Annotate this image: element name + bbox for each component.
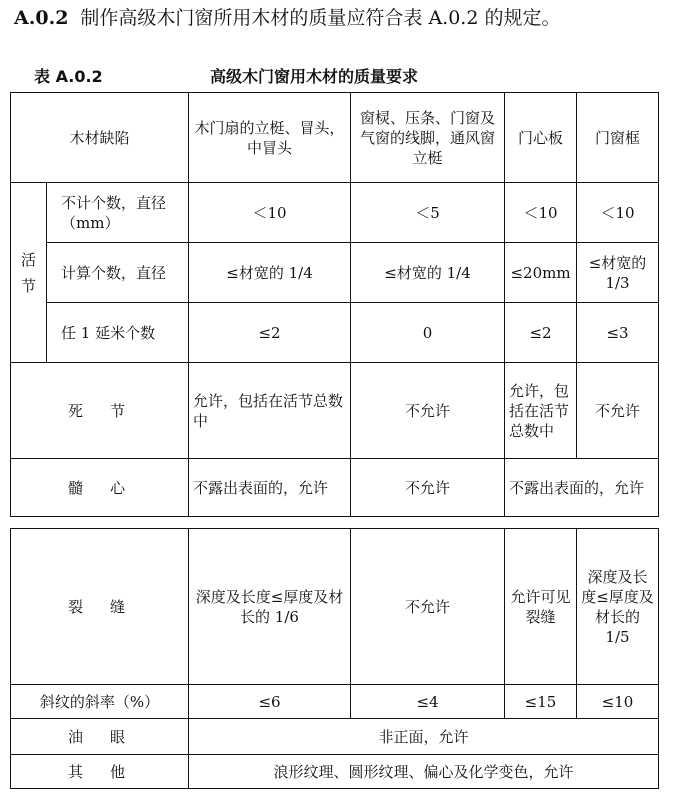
cell: ≤材宽的 1/4: [351, 243, 505, 303]
table-row: [11, 363, 659, 459]
row-label: 油 眼: [11, 719, 189, 755]
table-row: [11, 459, 659, 517]
cell: ≤材宽的 1/3: [577, 243, 659, 303]
cell: ＜10: [505, 183, 577, 243]
table-label: 表 A.0.2: [34, 67, 103, 86]
row-label: 不计个数，直径（mm）: [47, 183, 189, 243]
header-door-panel: 门心板: [505, 93, 577, 183]
cell: 不露出表面的，允许: [189, 459, 351, 517]
cell: 不允许: [351, 459, 505, 517]
row-label: 其 他: [11, 755, 189, 789]
table-row: [11, 183, 659, 243]
table-title: 高级木门窗用木材的质量要求: [210, 67, 419, 86]
cell: 不露出表面的，允许: [505, 459, 659, 517]
quality-table-upper: [10, 92, 659, 517]
table-row: [11, 303, 659, 363]
table-row: [11, 529, 659, 685]
cell: ＜10: [577, 183, 659, 243]
cell: 不允许: [351, 363, 505, 459]
table-row: [11, 719, 659, 755]
live-knot-group: [11, 183, 47, 363]
cell: ≤2: [189, 303, 351, 363]
row-label: 任 1 延米个数: [47, 303, 189, 363]
table-row: [11, 243, 659, 303]
header-window-bar: 窗棂、压条、门窗及气窗的线脚，通风窗立梃: [351, 93, 505, 183]
cell: 允许，包括在活节总数中: [189, 363, 351, 459]
header-frame: 门窗框: [577, 93, 659, 183]
row-label: 斜纹的斜率（%）: [11, 685, 189, 719]
cell: ＜10: [189, 183, 351, 243]
cell: 允许可见裂缝: [505, 529, 577, 685]
cell: 非正面，允许: [189, 719, 659, 755]
row-label: 计算个数，直径: [47, 243, 189, 303]
cell: ≤材宽的 1/4: [189, 243, 351, 303]
cell: 深度及长度≤厚度及材长的 1/5: [577, 529, 659, 685]
cell: ≤10: [577, 685, 659, 719]
header-defect: 木材缺陷: [11, 93, 189, 183]
cell: ≤6: [189, 685, 351, 719]
cell: ＜5: [351, 183, 505, 243]
cell: ≤20mm: [505, 243, 577, 303]
live-knot-label: 活节: [20, 250, 36, 295]
cell: 不允许: [577, 363, 659, 459]
table-header-row: [11, 93, 659, 183]
table-row: [11, 755, 659, 789]
clause-number: A.0.2: [14, 7, 69, 29]
table-row: [11, 685, 659, 719]
clause-text: 制作高级木门窗所用木材的质量应符合表 A.0.2 的规定。: [80, 7, 561, 29]
row-label: 死 节: [11, 363, 189, 459]
cell: 不允许: [351, 529, 505, 685]
row-label: 裂 缝: [11, 529, 189, 685]
cell: 浪形纹理、圆形纹理、偏心及化学变色，允许: [189, 755, 659, 789]
header-door-leaf: 木门扇的立梃、冒头，中冒头: [189, 93, 351, 183]
cell: 深度及长度≤厚度及材长的 1/6: [189, 529, 351, 685]
cell: 0: [351, 303, 505, 363]
cell: ≤4: [351, 685, 505, 719]
cell: ≤2: [505, 303, 577, 363]
clause-paragraph: [14, 4, 664, 32]
quality-table-lower: [10, 528, 659, 789]
table-caption: [34, 62, 634, 86]
cell: ≤15: [505, 685, 577, 719]
cell: ≤3: [577, 303, 659, 363]
cell: 允许，包括在活节总数中: [505, 363, 577, 459]
row-label: 髓 心: [11, 459, 189, 517]
